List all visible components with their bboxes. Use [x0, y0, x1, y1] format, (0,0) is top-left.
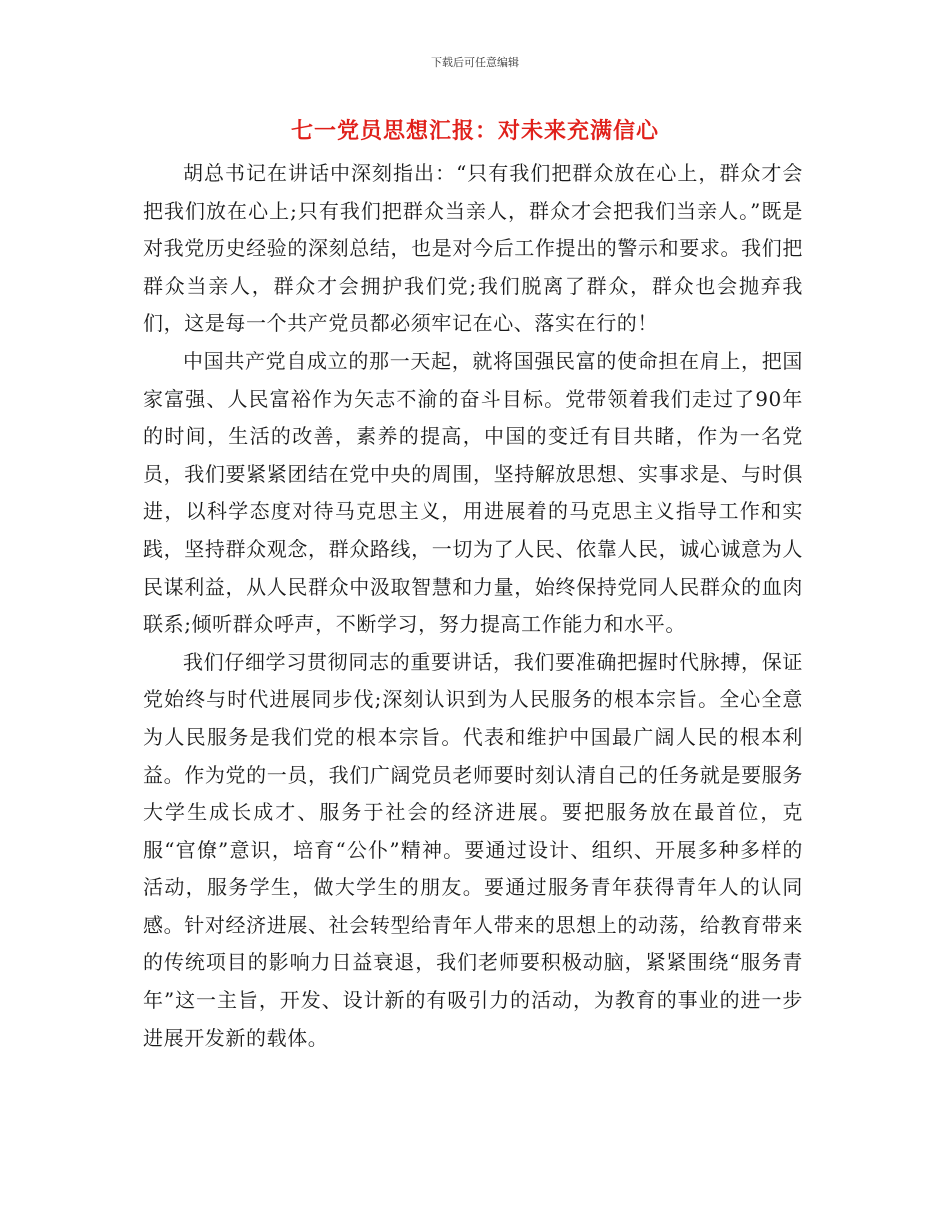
header-note: 下载后可任意编辑	[431, 56, 519, 69]
paragraph-1: 胡总书记在讲话中深刻指出：“只有我们把群众放在心上，群众才会把我们放在心上;只有我们把群众当亲人，群众才会把我们当亲人。”既是对我党历史经验的深刻总结，也是对今后工作提出的警示和要求。我们把群众当亲人，群众才会拥护我们党;我们脱离了群众，群众也会抛弃我们，这是每一个共产党员都必须牢记在心、落实在行的！	[143, 161, 803, 336]
paragraph-3: 我们仔细学习贯彻同志的重要讲话，我们要准确把握时代脉搏，保证党始终与时代进展同步伐;深刻认识到为人民服务的根本宗旨。全心全意为人民服务是我们党的根本宗旨。代表和维护中国最广阔人民的根本利益。作为党的一员，我们广阔党员老师要时刻认清自己的任务就是要服务大学生成长成才、服务于社会的经济进展。要把服务放在最首位，克服“官僚”意识，培育“公仆”精神。要通过设计、组织、开展多种多样的活动，服务学生，做大学生的朋友。要通过服务青年获得青年人的认同感。针对经济进展、社会转型给青年人带来的思想上的动荡，给教育带来的传统项目的影响力日益衰退，我们老师要积极动脑，紧紧围绕“服务青年”这一主旨，开发、设计新的有吸引力的活动，为教育的事业的进一步进展开发新的载体。	[143, 649, 803, 1050]
document-body	[143, 155, 803, 1057]
document-title: 七一党员思想汇报：对未来充满信心	[290, 119, 659, 144]
paragraph-2: 中国共产党自成立的那一天起，就将国强民富的使命担在肩上，把国家富强、人民富裕作为矢志不渝的奋斗目标。党带领着我们走过了90年的时间，生活的改善，素养的提高，中国的变迁有目共睹，作为一名党员，我们要紧紧团结在党中央的周围，坚持解放思想、实事求是、与时俱进，以科学态度对待马克思主义，用进展着的马克思主义指导工作和实践，坚持群众观念，群众路线，一切为了人民、依靠人民，诚心诚意为人民谋利益，从人民群众中汲取智慧和力量，始终保持党同人民群众的血肉联系;倾听群众呼声，不断学习，努力提高工作能力和水平。	[143, 348, 803, 637]
